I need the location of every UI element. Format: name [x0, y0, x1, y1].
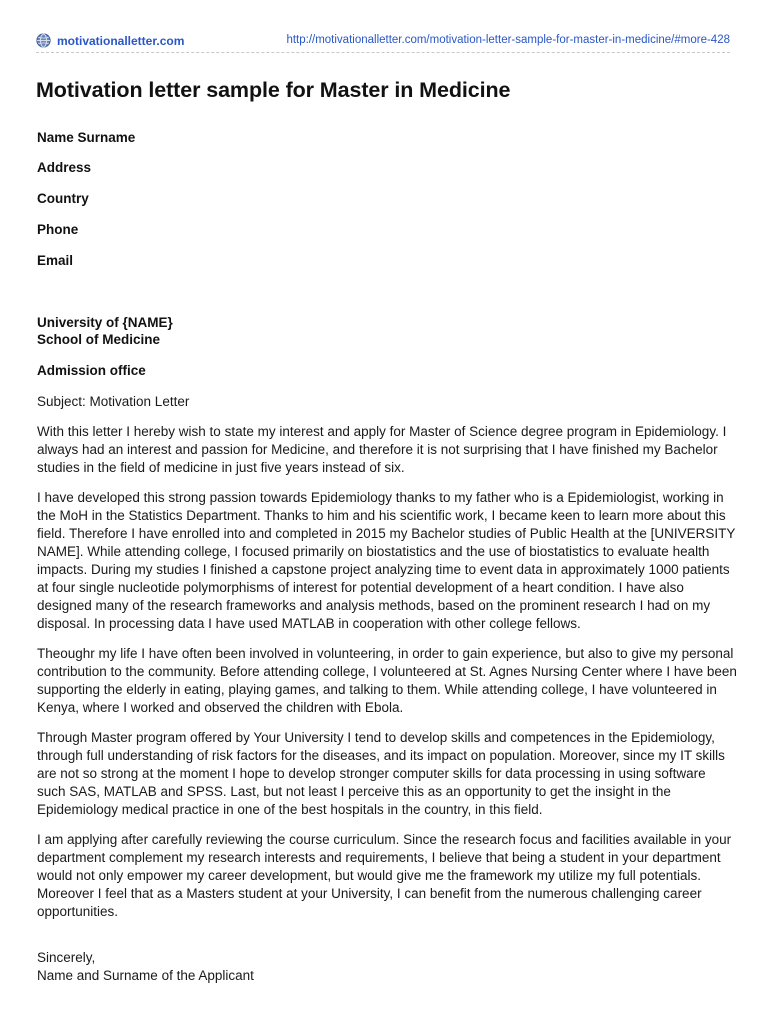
paragraph: Through Master program offered by Your University I tend to develop skills and competences in the Epidemiology, through full understanding of risk factors for the diseases, and its impact on population. Moreover, since my IT skills are not so strong at the moment I hope to develop stronger computer skills for data processing in using software such SAS, MATLAB and SPSS. Last, but not least I perceive this as an opportunity to get the insight in the Epidemiology medical practice in one of the best hospitals in the country, in this field. [37, 730, 725, 817]
recipient-school: School of Medicine [37, 332, 161, 347]
sender-name: Name Surname [37, 130, 136, 145]
page-title: Motivation letter sample for Master in Medicine [36, 78, 511, 102]
page-header [36, 30, 730, 53]
recipient-office: Admission office [37, 363, 146, 378]
closing-signature: Name and Surname of the Applicant [37, 968, 254, 983]
paragraph: I have developed this strong passion towards Epidemiology thanks to my father who is a Epidemiologist, working in the MoH in the Statistics Department. Thanks to him and his scientific work, I became keen to learn more about this field. Therefore I have enrolled into and completed in 2015 my Bachelor studies of Public Health at the [UNIVERSITY NAME]. While attending college, I focused primarily on biostatistics and the use of biostatistics to evaluate health impacts. During my studies I finished a capstone project analyzing time to event data in approximately 1000 patients at four single nucleotide polymorphisms of interest for potential development of a heart condition. I have also designed many of the research frameworks and analysis methods, based on the prominent research I had on my disposal. In processing data I have used MATLAB in cooperation with other college fellows. [37, 490, 736, 631]
recipient-university: University of {NAME} [37, 315, 173, 330]
site-name-link[interactable]: motivationalletter.com [57, 33, 185, 48]
paragraph: With this letter I hereby wish to state my interest and apply for Master of Science degree program in Epidemiology. I always had an interest and passion for Medicine, and therefore it is not surprising that I have finished my Bachelor studies in the field of medicine in just five years instead of six. [37, 424, 727, 475]
sender-country: Country [37, 191, 89, 206]
letter-closing [37, 949, 254, 985]
closing-salutation: Sincerely, [37, 950, 96, 965]
letter-subject: Subject: Motivation Letter [37, 394, 190, 409]
letter-body [37, 423, 737, 933]
sender-address: Address [37, 160, 92, 175]
sender-email: Email [37, 253, 74, 268]
sender-phone: Phone [37, 222, 79, 237]
paragraph: I am applying after carefully reviewing the course curriculum. Since the research focus and facilities available in your department complement my research interests and requirements, I believe that being a student in your department would not only empower my career development, but would give me the framework my utilize my full potentials. Moreover I feel that as a Masters student at your University, I can benefit from the numerous challenging career opportunities. [37, 832, 732, 919]
site-branding[interactable] [36, 33, 184, 48]
paragraph: Theoughr my life I have often been involved in volunteering, in order to gain experience, but also to give my personal contribution to the community. Before attending college, I volunteered at St. Agnes Nursing Center where I have been supporting the elderly in eating, playing games, and talking to them. While attending college, I have volunteered in Kenya, where I worked and observed the children with Ebola. [37, 646, 737, 715]
globe-icon [36, 33, 51, 48]
page-url-link[interactable]: http://motivationalletter.com/motivation-letter-sample-for-master-in-medicine/#more-428 [286, 34, 730, 46]
